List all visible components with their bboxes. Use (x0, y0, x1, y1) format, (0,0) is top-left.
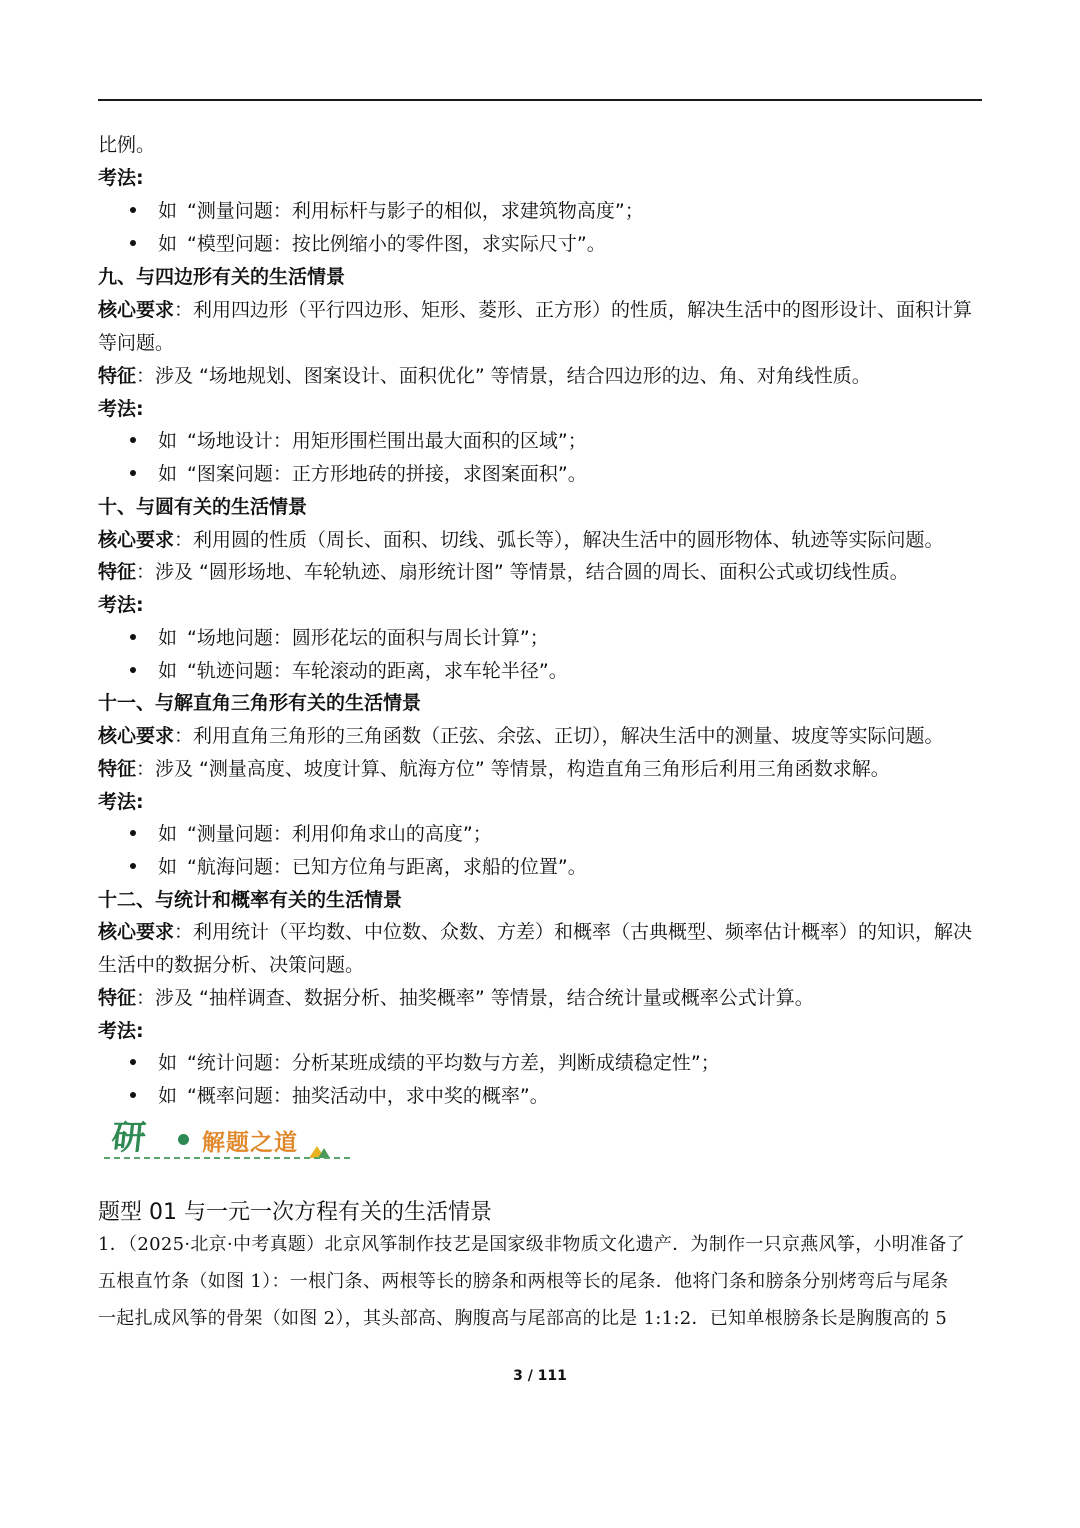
bullet-item: 如 “航海问题：已知方位角与距离，求船的位置”。 (130, 854, 587, 880)
banner-title: 解题之道 (202, 1130, 298, 1156)
bullet-icon (130, 1092, 136, 1098)
bullet-item: 如 “测量问题：利用仰角求山的高度”； (130, 821, 492, 847)
section-heading: 九、与四边形有关的生活情景 (98, 266, 346, 288)
text-line: 生活中的数据分析、决策问题。 (98, 954, 365, 976)
method-heading: 考法: (98, 1020, 144, 1042)
method-heading: 考法: (98, 398, 144, 420)
feature-line: 特征：涉及 “测量高度、坡度计算、航海方位” 等情景，构造直角三角形后利用三角函数求解。 (98, 758, 890, 780)
core-requirement: 核心要求：利用直角三角形的三角函数（正弦、余弦、正切），解决生活中的测量、坡度等实际问题。 (98, 725, 944, 747)
bullet-item: 如 “场地设计：用矩形围栏围出最大面积的区域”； (130, 428, 587, 454)
question-type-title: 题型 01 与一元一次方程有关的生活情景 (98, 1200, 492, 1225)
method-heading: 考法: (98, 167, 144, 189)
bullet-icon (130, 667, 136, 673)
problem-line: 一起扎成风筝的骨架（如图 2），其头部高、胸腹高与尾部高的比是 1:1:2．已知单根膀条长是胸腹高的 5 (98, 1308, 948, 1329)
problem-line: 1．（2025·北京·中考真题）北京风筝制作技艺是国家级非物质文化遗产．为制作一只京燕风筝，小明准备了 (98, 1234, 965, 1255)
bullet-icon (130, 240, 136, 246)
bullet-icon (130, 470, 136, 476)
bullet-item: 如 “轨迹问题：车轮滚动的距离，求车轮半径”。 (130, 658, 568, 684)
bullet-icon (130, 830, 136, 836)
text-line: 比例。 (98, 134, 156, 156)
bullet-item: 如 “场地问题：圆形花坛的面积与周长计算”； (130, 625, 549, 651)
bullet-icon (130, 863, 136, 869)
feature-line: 特征：涉及 “圆形场地、车轮轨迹、扇形统计图” 等情景，结合圆的周长、面积公式或切线性质。 (98, 561, 909, 583)
header-rule (98, 99, 982, 101)
bullet-icon (130, 437, 136, 443)
problem-line: 五根直竹条（如图 1）：一根门条、两根等长的膀条和两根等长的尾条．他将门条和膀条分别烤弯后与尾条 (98, 1271, 949, 1292)
bullet-item: 如 “模型问题：按比例缩小的零件图，求实际尺寸”。 (130, 231, 606, 257)
banner-char: 研 (109, 1118, 148, 1158)
banner-dashed-rule (104, 1157, 350, 1159)
feature-line: 特征：涉及 “场地规划、图案设计、面积优化” 等情景，结合四边形的边、角、对角线性质。 (98, 365, 871, 387)
method-heading: 考法: (98, 594, 144, 616)
section-heading: 十、与圆有关的生活情景 (98, 496, 308, 518)
bullet-icon (130, 207, 136, 213)
bullet-icon (130, 1059, 136, 1065)
section-heading: 十二、与统计和概率有关的生活情景 (98, 889, 403, 911)
bullet-item: 如 “图案问题：正方形地砖的拼接，求图案面积”。 (130, 461, 587, 487)
bullet-item: 如 “测量问题：利用标杆与影子的相似，求建筑物高度”； (130, 198, 644, 224)
banner-dot-icon (178, 1134, 189, 1145)
text-line: 等问题。 (98, 332, 175, 354)
section-heading: 十一、与解直角三角形有关的生活情景 (98, 692, 422, 714)
method-heading: 考法: (98, 791, 144, 813)
bullet-item: 如 “统计问题：分析某班成绩的平均数与方差，判断成绩稳定性”； (130, 1050, 720, 1076)
bullet-icon (130, 634, 136, 640)
core-requirement: 核心要求：利用圆的性质（周长、面积、切线、弧长等），解决生活中的圆形物体、轨迹等实际问题。 (98, 529, 944, 551)
core-requirement: 核心要求：利用统计（平均数、中位数、众数、方差）和概率（古典概型、频率估计概率）的知识，解决 (98, 921, 973, 943)
solution-banner (104, 1110, 350, 1166)
feature-line: 特征：涉及 “抽样调查、数据分析、抽奖概率” 等情景，结合统计量或概率公式计算。 (98, 987, 814, 1009)
bullet-item: 如 “概率问题：抽奖活动中，求中奖的概率”。 (130, 1083, 549, 1109)
page-number: 3 / 111 (513, 1368, 567, 1384)
core-requirement: 核心要求：利用四边形（平行四边形、矩形、菱形、正方形）的性质，解决生活中的图形设计、面积计算 (98, 299, 973, 321)
